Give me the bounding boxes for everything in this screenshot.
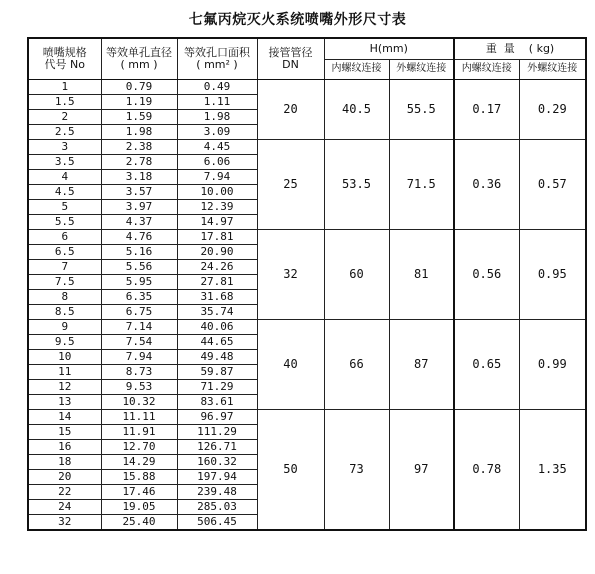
- header-equivalent-diameter-line1: 等效单孔直径: [106, 45, 172, 59]
- header-pipe-size: [257, 38, 324, 79]
- pipe-size-cell: 25: [257, 139, 324, 229]
- nozzle-no-cell: 16: [28, 439, 101, 454]
- nozzle-no-cell: 9.5: [28, 334, 101, 349]
- nozzle-no-cell: 4: [28, 169, 101, 184]
- weight-inner-cell: 0.65: [454, 319, 519, 409]
- orifice-area-cell: 83.61: [177, 394, 257, 409]
- orifice-area-cell: 17.81: [177, 229, 257, 244]
- orifice-area-cell: 96.97: [177, 409, 257, 424]
- nozzle-no-cell: 5: [28, 199, 101, 214]
- orifice-area-cell: 35.74: [177, 304, 257, 319]
- h-inner-cell: 40.5: [324, 79, 389, 139]
- weight-inner-cell: 0.36: [454, 139, 519, 229]
- equivalent-diameter-cell: 5.56: [101, 259, 177, 274]
- orifice-area-cell: 126.71: [177, 439, 257, 454]
- nozzle-no-cell: 6: [28, 229, 101, 244]
- nozzle-no-cell: 6.5: [28, 244, 101, 259]
- h-outer-cell: 97: [389, 409, 454, 530]
- header-h-group: H(mm): [324, 38, 454, 59]
- equivalent-diameter-cell: 2.78: [101, 154, 177, 169]
- header-orifice-area-line1: 等效孔口面积: [184, 45, 250, 59]
- equivalent-diameter-cell: 3.97: [101, 199, 177, 214]
- equivalent-diameter-cell: 4.76: [101, 229, 177, 244]
- orifice-area-cell: 7.94: [177, 169, 257, 184]
- weight-outer-cell: 0.57: [519, 139, 586, 229]
- orifice-area-cell: 49.48: [177, 349, 257, 364]
- nozzle-no-cell: 2.5: [28, 124, 101, 139]
- weight-inner-cell: 0.56: [454, 229, 519, 319]
- weight-inner-cell: 0.78: [454, 409, 519, 530]
- header-orifice-area-line2: ( mm² ): [196, 57, 238, 71]
- orifice-area-cell: 285.03: [177, 499, 257, 514]
- header-pipe-size-line1: 接管管径: [268, 45, 313, 59]
- table-body: [28, 79, 586, 530]
- orifice-area-cell: 3.09: [177, 124, 257, 139]
- orifice-area-cell: 44.65: [177, 334, 257, 349]
- nozzle-no-cell: 10: [28, 349, 101, 364]
- nozzle-no-cell: 8.5: [28, 304, 101, 319]
- equivalent-diameter-cell: 19.05: [101, 499, 177, 514]
- header-nozzle-no-line2: 代号 No: [44, 57, 85, 71]
- weight-outer-cell: 1.35: [519, 409, 586, 530]
- orifice-area-cell: 27.81: [177, 274, 257, 289]
- weight-inner-cell: 0.17: [454, 79, 519, 139]
- orifice-area-cell: 160.32: [177, 454, 257, 469]
- table-row: [28, 139, 586, 154]
- header-weight-group: 重 量 ( kg): [454, 38, 586, 59]
- h-inner-cell: 66: [324, 319, 389, 409]
- header-nozzle-no: [28, 38, 101, 79]
- equivalent-diameter-cell: 10.32: [101, 394, 177, 409]
- table-row: [28, 229, 586, 244]
- nozzle-no-cell: 7: [28, 259, 101, 274]
- nozzle-no-cell: 20: [28, 469, 101, 484]
- orifice-area-cell: 197.94: [177, 469, 257, 484]
- equivalent-diameter-cell: 6.35: [101, 289, 177, 304]
- h-outer-cell: 81: [389, 229, 454, 319]
- equivalent-diameter-cell: 9.53: [101, 379, 177, 394]
- table-title: 七氟丙烷灭火系统喷嘴外形尺寸表: [188, 12, 407, 28]
- nozzle-no-cell: 12: [28, 379, 101, 394]
- nozzle-no-cell: 3.5: [28, 154, 101, 169]
- nozzle-no-cell: 2: [28, 109, 101, 124]
- orifice-area-cell: 14.97: [177, 214, 257, 229]
- header-weight-inner: 内螺纹连接: [454, 59, 519, 79]
- table-row: [28, 79, 586, 94]
- nozzle-no-cell: 5.5: [28, 214, 101, 229]
- equivalent-diameter-cell: 5.95: [101, 274, 177, 289]
- nozzle-no-cell: 8: [28, 289, 101, 304]
- weight-outer-cell: 0.99: [519, 319, 586, 409]
- header-h-outer: 外螺纹连接: [389, 59, 454, 79]
- orifice-area-cell: 59.87: [177, 364, 257, 379]
- nozzle-no-cell: 1: [28, 79, 101, 94]
- nozzle-no-cell: 18: [28, 454, 101, 469]
- h-outer-cell: 87: [389, 319, 454, 409]
- header-h-inner: 内螺纹连接: [324, 59, 389, 79]
- equivalent-diameter-cell: 7.54: [101, 334, 177, 349]
- orifice-area-cell: 239.48: [177, 484, 257, 499]
- pipe-size-cell: 20: [257, 79, 324, 139]
- nozzle-no-cell: 9: [28, 319, 101, 334]
- orifice-area-cell: 6.06: [177, 154, 257, 169]
- orifice-area-cell: 0.49: [177, 79, 257, 94]
- orifice-area-cell: 4.45: [177, 139, 257, 154]
- pipe-size-cell: 40: [257, 319, 324, 409]
- equivalent-diameter-cell: 6.75: [101, 304, 177, 319]
- equivalent-diameter-cell: 12.70: [101, 439, 177, 454]
- equivalent-diameter-cell: 3.57: [101, 184, 177, 199]
- orifice-area-cell: 12.39: [177, 199, 257, 214]
- equivalent-diameter-cell: 15.88: [101, 469, 177, 484]
- equivalent-diameter-cell: 7.14: [101, 319, 177, 334]
- h-outer-cell: 71.5: [389, 139, 454, 229]
- equivalent-diameter-cell: 17.46: [101, 484, 177, 499]
- nozzle-no-cell: 3: [28, 139, 101, 154]
- equivalent-diameter-cell: 4.37: [101, 214, 177, 229]
- equivalent-diameter-cell: 1.59: [101, 109, 177, 124]
- table-row: [28, 409, 586, 424]
- orifice-area-cell: 40.06: [177, 319, 257, 334]
- orifice-area-cell: 20.90: [177, 244, 257, 259]
- header-orifice-area: [177, 38, 257, 79]
- equivalent-diameter-cell: 2.38: [101, 139, 177, 154]
- pipe-size-cell: 50: [257, 409, 324, 530]
- header-weight-outer: 外螺纹连接: [519, 59, 586, 79]
- h-inner-cell: 73: [324, 409, 389, 530]
- table-row: [28, 319, 586, 334]
- nozzle-no-cell: 14: [28, 409, 101, 424]
- nozzle-no-cell: 4.5: [28, 184, 101, 199]
- orifice-area-cell: 24.26: [177, 259, 257, 274]
- orifice-area-cell: 31.68: [177, 289, 257, 304]
- orifice-area-cell: 1.11: [177, 94, 257, 109]
- equivalent-diameter-cell: 14.29: [101, 454, 177, 469]
- equivalent-diameter-cell: 1.98: [101, 124, 177, 139]
- nozzle-no-cell: 13: [28, 394, 101, 409]
- nozzle-no-cell: 7.5: [28, 274, 101, 289]
- h-inner-cell: 53.5: [324, 139, 389, 229]
- header-equivalent-diameter: [101, 38, 177, 79]
- equivalent-diameter-cell: 5.16: [101, 244, 177, 259]
- equivalent-diameter-cell: 8.73: [101, 364, 177, 379]
- nozzle-dimension-table: [27, 37, 587, 531]
- h-inner-cell: 60: [324, 229, 389, 319]
- equivalent-diameter-cell: 7.94: [101, 349, 177, 364]
- equivalent-diameter-cell: 11.11: [101, 409, 177, 424]
- header-nozzle-no-line1: 喷嘴规格: [42, 45, 87, 59]
- orifice-area-cell: 10.00: [177, 184, 257, 199]
- nozzle-no-cell: 15: [28, 424, 101, 439]
- equivalent-diameter-cell: 25.40: [101, 514, 177, 530]
- equivalent-diameter-cell: 1.19: [101, 94, 177, 109]
- nozzle-no-cell: 32: [28, 514, 101, 530]
- nozzle-no-cell: 11: [28, 364, 101, 379]
- equivalent-diameter-cell: 11.91: [101, 424, 177, 439]
- nozzle-no-cell: 24: [28, 499, 101, 514]
- weight-outer-cell: 0.29: [519, 79, 586, 139]
- nozzle-no-cell: 22: [28, 484, 101, 499]
- h-outer-cell: 55.5: [389, 79, 454, 139]
- weight-outer-cell: 0.95: [519, 229, 586, 319]
- equivalent-diameter-cell: 0.79: [101, 79, 177, 94]
- nozzle-no-cell: 1.5: [28, 94, 101, 109]
- orifice-area-cell: 71.29: [177, 379, 257, 394]
- pipe-size-cell: 32: [257, 229, 324, 319]
- orifice-area-cell: 506.45: [177, 514, 257, 530]
- orifice-area-cell: 111.29: [177, 424, 257, 439]
- header-pipe-size-line2: DN: [282, 57, 299, 71]
- orifice-area-cell: 1.98: [177, 109, 257, 124]
- equivalent-diameter-cell: 3.18: [101, 169, 177, 184]
- header-equivalent-diameter-line2: ( mm ): [120, 57, 158, 71]
